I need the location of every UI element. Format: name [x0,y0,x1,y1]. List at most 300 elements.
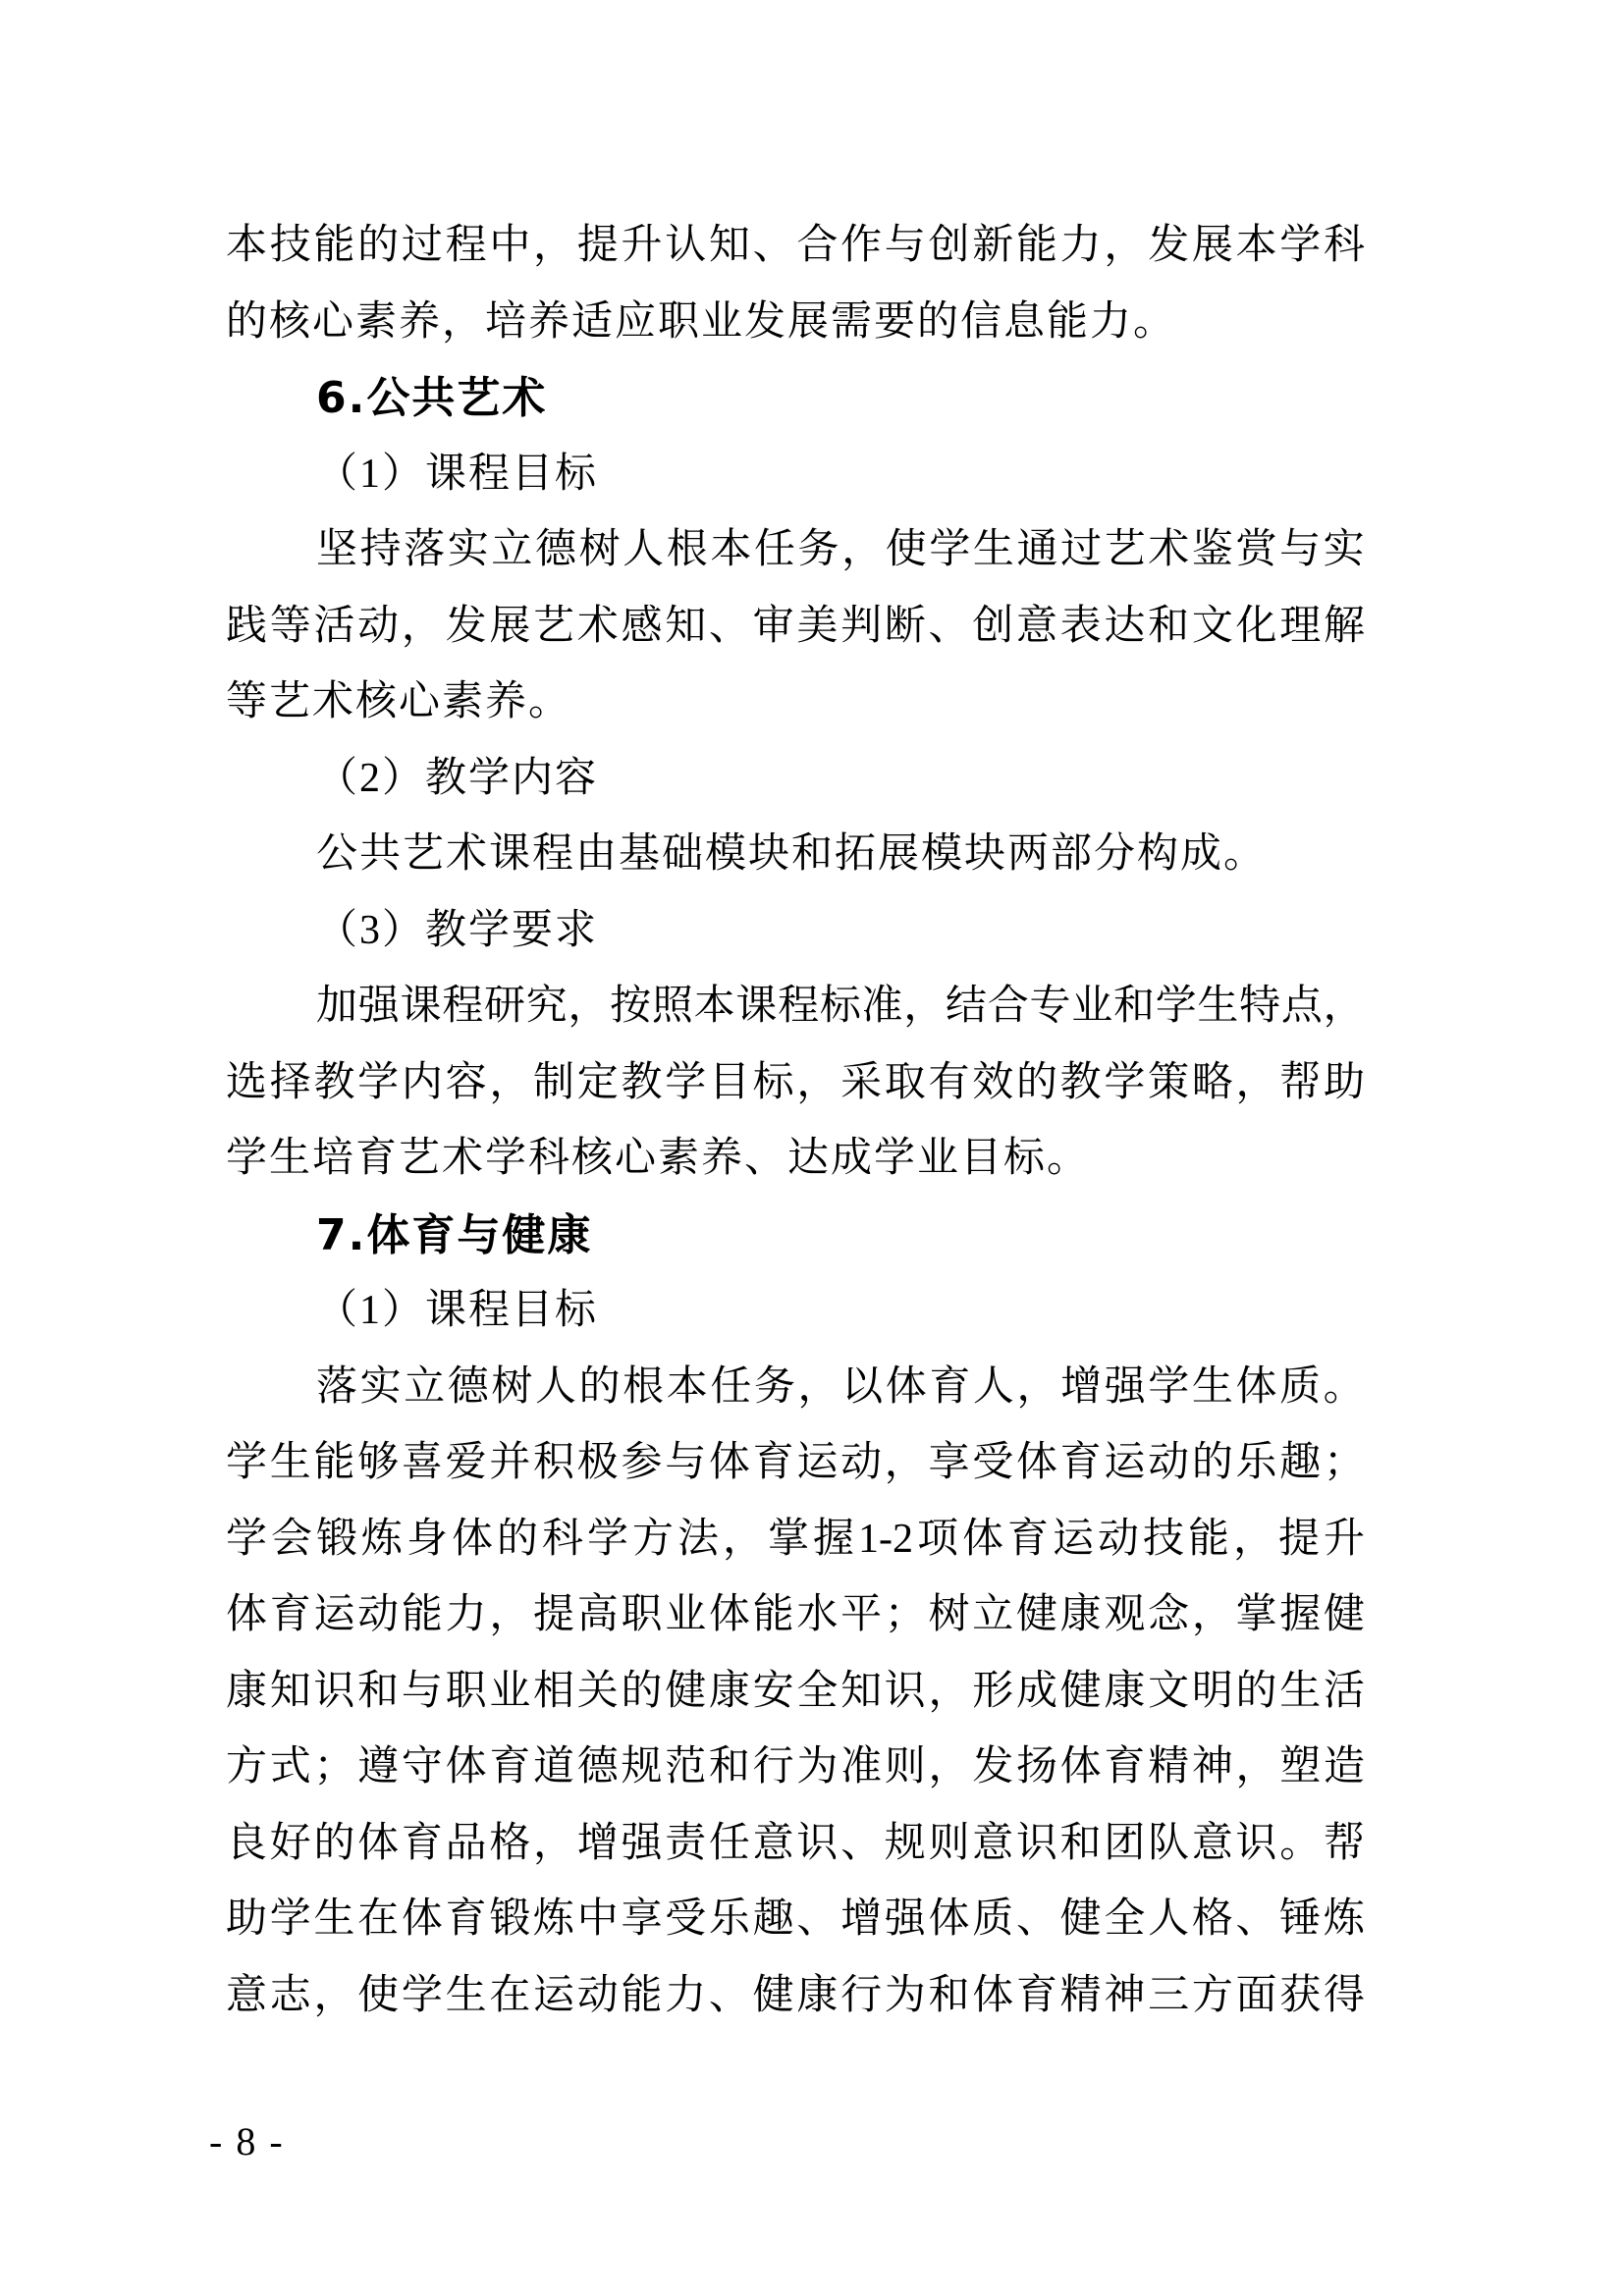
glyph: 范 [665,1744,707,1789]
glyph: 艺 [1104,527,1146,572]
glyph: 得 [1323,1972,1365,2018]
glyph: 和 [1112,984,1155,1029]
glyph: 握 [1279,1592,1322,1637]
glyph: 够 [357,1440,400,1485]
glyph: 体 [1235,1363,1277,1410]
glyph: 业 [489,1668,531,1714]
glyph: 动 [357,1592,400,1637]
glyph: 则 [928,1820,970,1866]
glyph: 术 [1148,527,1190,572]
glyph: 生 [445,1972,487,2018]
text-line: 的核心素养，培养适应职业发展需要的信息能力。 [226,298,1177,345]
glyph: 任 [710,1363,752,1410]
glyph: 本 [1235,223,1277,268]
glyph: 品 [445,1820,487,1866]
glyph: 能 [1015,223,1057,268]
glyph: 质 [1279,1363,1322,1410]
glyph: 识 [884,1668,926,1714]
glyph: 目 [708,1059,750,1105]
glyph: 法 [677,1516,720,1562]
glyph: 务 [797,527,839,572]
glyph: 帮 [1323,1820,1365,1866]
glyph: 践 [226,603,268,649]
glyph: ， [401,603,443,649]
glyph: 采 [840,1059,883,1105]
glyph: 塑 [1279,1744,1322,1789]
glyph: 根 [623,1363,665,1410]
glyph: ， [841,527,884,572]
glyph: 康 [1059,1592,1102,1637]
glyph: 体 [885,1363,927,1410]
glyph: 使 [885,527,927,572]
glyph: 极 [576,1440,619,1485]
glyph: 锤 [1279,1896,1322,1942]
glyph: 育 [269,1592,311,1637]
glyph: 发 [445,603,487,649]
glyph: 团 [1104,1820,1146,1866]
glyph: 体 [1015,1440,1057,1485]
glyph: 育 [1104,1744,1146,1789]
glyph: 助 [1323,1059,1365,1105]
glyph: 树 [578,527,621,572]
glyph: 结 [946,984,988,1029]
glyph: 立 [404,1363,446,1410]
text-line [226,1425,1365,1502]
glyph: 容 [445,1059,487,1105]
glyph: 务 [753,1363,795,1410]
glyph: 、 [1015,1896,1057,1942]
text-line [226,969,1365,1045]
glyph: 享 [621,1896,663,1942]
glyph: 身 [406,1516,449,1562]
glyph: 德 [576,1744,619,1789]
glyph: 意 [226,1972,268,2018]
text-line [226,512,1365,589]
glyph: 增 [1060,1363,1103,1410]
glyph: 神 [1104,1972,1146,2018]
glyph: 究 [525,984,568,1029]
glyph: 力 [445,1592,487,1637]
glyph: 、 [752,223,794,268]
text-line [226,1958,1365,2035]
glyph: 明 [1191,1668,1233,1714]
glyph: 安 [752,1668,794,1714]
glyph: 艺 [533,603,575,649]
glyph: 等 [269,603,311,649]
glyph: 责 [665,1820,707,1866]
glyph: 育 [1015,1972,1057,2018]
glyph: 关 [576,1668,619,1714]
glyph: 、 [796,1896,839,1942]
glyph: 学 [1104,1059,1146,1105]
glyph: 学 [401,1972,443,2018]
glyph: 育 [929,1363,971,1410]
glyph: 实 [447,527,489,572]
glyph: 格 [489,1820,531,1866]
glyph: 德 [447,1363,489,1410]
glyph: 照 [651,984,693,1029]
glyph: 会 [271,1516,313,1562]
glyph: 为 [884,1972,926,2018]
text-line [226,208,1365,285]
glyph: 的 [621,1668,663,1714]
glyph: 专 [1029,984,1071,1029]
glyph: 康 [226,1668,268,1714]
glyph: 技 [269,223,311,268]
glyph: 体 [357,1820,400,1866]
glyph: 的 [357,223,400,268]
glyph: 生 [1197,984,1239,1029]
glyph: 造 [1323,1744,1365,1789]
glyph: 坚 [316,527,358,572]
glyph: 方 [632,1516,675,1562]
glyph: 的 [1235,1668,1277,1714]
glyph: 使 [357,1972,400,2018]
glyph: 式 [269,1744,311,1789]
glyph: 的 [1191,1440,1233,1485]
glyph: 过 [401,223,443,268]
glyph: 审 [752,603,794,649]
glyph: 育 [752,1440,794,1485]
glyph: 程 [445,223,487,268]
glyph: 化 [1235,603,1277,649]
glyph: 观 [1104,1592,1146,1637]
glyph: 意 [1191,1820,1233,1866]
glyph: 实 [359,1363,402,1410]
text-line [226,589,1365,666]
glyph: 文 [1148,1668,1190,1714]
glyph: 业 [665,1592,707,1637]
glyph: 育 [401,1820,443,1866]
glyph: 水 [796,1592,839,1637]
glyph: 享 [928,1440,970,1485]
glyph: 职 [621,1592,663,1637]
glyph: 炼 [361,1516,404,1562]
glyph: 升 [621,223,663,268]
glyph: ， [797,1363,839,1410]
glyph: 加 [316,984,358,1029]
glyph: 育 [445,1896,487,1942]
glyph: 志 [269,1972,311,2018]
glyph: 特 [1239,984,1281,1029]
glyph: 高 [576,1592,619,1637]
glyph: 意 [972,1820,1014,1866]
glyph: 判 [840,603,883,649]
glyph: 与 [665,1440,707,1485]
glyph: 标 [819,984,861,1029]
glyph: 的 [1015,1059,1057,1105]
glyph: 学 [1155,984,1197,1029]
glyph: 力 [665,1972,707,2018]
glyph: 落 [404,527,446,572]
glyph: 创 [972,603,1014,649]
glyph: 积 [533,1440,575,1485]
glyph: 根 [666,527,708,572]
glyph: ， [489,1059,531,1105]
glyph: 握 [813,1516,855,1562]
glyph: 形 [972,1668,1014,1714]
glyph: 爱 [445,1440,487,1485]
glyph: ， [489,1592,531,1637]
glyph: 学 [587,1516,629,1562]
glyph: 和 [1148,603,1190,649]
glyph: 规 [884,1820,926,1866]
glyph: 德 [534,527,576,572]
glyph: ， [1232,1516,1274,1562]
glyph: 质 [972,1896,1014,1942]
glyph: 生 [1191,1363,1233,1410]
glyph: 健 [1059,1896,1102,1942]
glyph: 锻 [316,1516,358,1562]
glyph: 帮 [1279,1059,1322,1105]
glyph: 程 [778,984,820,1029]
glyph: 按 [610,984,652,1029]
glyph: 识 [313,1668,355,1714]
glyph: 良 [226,1820,268,1866]
glyph: 本 [226,223,268,268]
text-line: （2）教学内容 [316,755,599,801]
glyph: 强 [621,1820,663,1866]
glyph: 体 [961,1516,1003,1562]
glyph: 强 [357,984,400,1029]
glyph: 断 [884,603,926,649]
glyph: 学 [1148,1363,1190,1410]
glyph: 提 [533,1592,575,1637]
text-line [226,1654,1365,1731]
glyph: 育 [1059,1440,1102,1485]
glyph: 人 [1148,1896,1190,1942]
glyph: 提 [1277,1516,1320,1562]
text-line [226,1350,1365,1426]
glyph: 掌 [768,1516,810,1562]
glyph: 面 [1235,1972,1277,2018]
glyph: 力 [1059,223,1102,268]
glyph: 好 [269,1820,311,1866]
glyph: 获 [1279,1972,1322,2018]
glyph: 落 [316,1363,358,1410]
glyph: 乐 [1235,1440,1277,1485]
glyph: 识 [1235,1820,1277,1866]
glyph: 在 [357,1896,400,1942]
text-line: 公共艺术课程由基础模块和拓展模块两部分构成。 [316,831,1268,877]
glyph: 以 [841,1363,884,1410]
glyph: 课 [400,984,442,1029]
glyph: 受 [972,1440,1014,1485]
glyph: 中 [489,223,531,268]
glyph: 发 [972,1744,1014,1789]
glyph: 学 [226,1516,268,1562]
heading-line: 6.公共艺术 [316,373,548,423]
glyph: 感 [621,603,663,649]
glyph: 体 [972,1972,1014,2018]
glyph: 意 [1015,603,1057,649]
glyph: 本 [666,1363,708,1410]
glyph: 健 [752,1972,794,2018]
glyph: 和 [928,1972,970,2018]
glyph: ， [533,1820,575,1866]
glyph: 树 [491,1363,533,1410]
glyph: 育 [1006,1516,1049,1562]
glyph: 发 [1148,223,1190,268]
glyph: 遵 [357,1744,400,1789]
glyph: 立 [491,527,533,572]
glyph: 、 [1235,1896,1277,1942]
glyph: 识 [1015,1820,1057,1866]
glyph: 方 [1191,1972,1233,2018]
glyph: 生 [269,1440,311,1485]
glyph: 中 [576,1896,619,1942]
glyph: 能 [313,223,355,268]
glyph: 健 [665,1668,707,1714]
glyph: 生 [313,1896,355,1942]
text-line: 学生培育艺术学科核心素养、达成学业目标。 [226,1136,1091,1181]
glyph: 合 [796,223,839,268]
glyph: 受 [665,1896,707,1942]
text-line [226,1806,1365,1883]
glyph: 准 [861,984,903,1029]
glyph: 在 [489,1972,531,2018]
glyph: ， [1235,1059,1277,1105]
text-line: 等艺术核心素养。 [226,679,572,724]
glyph: ， [533,223,575,268]
glyph: 强 [1104,1363,1146,1410]
glyph: 健 [1015,1592,1057,1637]
text-line [226,1577,1365,1654]
glyph: 、 [928,603,970,649]
glyph: 展 [1191,223,1233,268]
glyph: 教 [621,1059,663,1105]
glyph: 康 [1104,1668,1146,1714]
glyph: 的 [497,1516,539,1562]
glyph: 与 [401,1668,443,1714]
glyph: 知 [665,603,707,649]
glyph: 与 [884,223,926,268]
glyph: 人 [623,527,665,572]
glyph: 强 [884,1896,926,1942]
glyph: 鉴 [1191,527,1233,572]
glyph: 实 [1323,527,1365,572]
glyph: 展 [489,603,531,649]
glyph: 效 [972,1059,1014,1105]
glyph: 解 [1323,603,1365,649]
glyph: 学 [226,1440,268,1485]
glyph: 运 [313,1592,355,1637]
glyph: 平 [840,1592,883,1637]
glyph: 1-2 [858,1516,913,1562]
glyph: 育 [489,1744,531,1789]
glyph: 业 [1071,984,1113,1029]
glyph: 行 [752,1744,794,1789]
glyph: 的 [313,1820,355,1866]
glyph: 有 [928,1059,970,1105]
glyph: 行 [840,1972,883,2018]
glyph: 格 [1191,1896,1233,1942]
glyph: 科 [542,1516,584,1562]
glyph: 略 [1191,1059,1233,1105]
glyph: 全 [1104,1896,1146,1942]
glyph: 持 [359,527,402,572]
glyph: 趣 [752,1896,794,1942]
glyph: 道 [533,1744,575,1789]
glyph: 点 [1280,984,1323,1029]
glyph: ； [884,1592,926,1637]
glyph: 赏 [1235,527,1277,572]
glyph: 运 [533,1972,575,2018]
glyph: ， [1016,1363,1058,1410]
glyph: ， [903,984,946,1029]
glyph: 扬 [1015,1744,1057,1789]
glyph: 通 [1016,527,1058,572]
glyph: 学 [929,527,971,572]
glyph: 则 [884,1744,926,1789]
glyph: ； [1323,1440,1365,1485]
glyph: 研 [483,984,525,1029]
glyph: 精 [1148,1744,1190,1789]
glyph: ， [313,1972,355,2018]
document-body [226,208,1365,2034]
glyph: 锻 [489,1896,531,1942]
glyph: 能 [401,1592,443,1637]
glyph: 增 [576,1820,619,1866]
glyph: 能 [313,1440,355,1485]
glyph: 和 [1059,1820,1102,1866]
glyph: 认 [665,223,707,268]
glyph: 策 [1148,1059,1190,1105]
glyph: 本 [710,527,752,572]
glyph: 科 [1323,223,1365,268]
glyph: 内 [401,1059,443,1105]
glyph: 能 [1187,1516,1229,1562]
glyph: 参 [621,1440,663,1485]
text-line: （1）课程目标 [316,451,599,497]
glyph: 项 [916,1516,958,1562]
glyph: 创 [928,223,970,268]
glyph: 喜 [401,1440,443,1485]
glyph: 体 [452,1516,494,1562]
glyph: ， [796,1059,839,1105]
glyph: 职 [445,1668,487,1714]
glyph: 知 [269,1668,311,1714]
glyph: 能 [752,1592,794,1637]
glyph: 动 [1097,1516,1139,1562]
glyph: 三 [1148,1972,1190,2018]
glyph: 知 [840,1668,883,1714]
glyph: 和 [708,1744,750,1789]
glyph: ， [568,984,610,1029]
glyph: 方 [226,1744,268,1789]
text-line [226,1730,1365,1806]
glyph: 任 [708,1820,750,1866]
glyph: 炼 [533,1896,575,1942]
glyph: ， [1235,1744,1277,1789]
glyph: 生 [972,527,1014,572]
glyph: 选 [226,1059,268,1105]
glyph: 动 [357,603,400,649]
glyph: 定 [576,1059,619,1105]
glyph: 课 [735,984,778,1029]
glyph: 树 [928,1592,970,1637]
glyph: 为 [796,1744,839,1789]
glyph: 动 [1148,1440,1190,1485]
glyph: 运 [796,1440,839,1485]
glyph: ； [313,1744,355,1789]
glyph: 合 [987,984,1029,1029]
glyph: ， [1104,223,1146,268]
glyph: 、 [708,1972,750,2018]
glyph: 神 [1191,1744,1233,1789]
glyph: 乐 [708,1896,750,1942]
text-line [226,1882,1365,1958]
